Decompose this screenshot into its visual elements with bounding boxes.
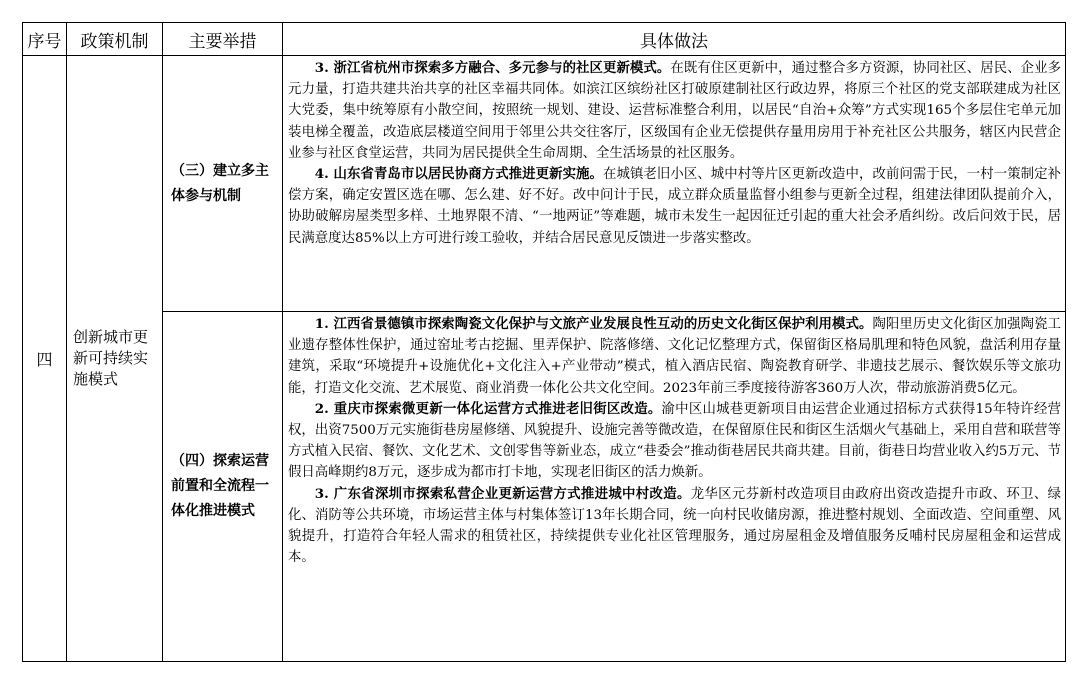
detail-cell [283,56,1066,312]
table-header-row [23,23,1066,56]
detail-text: 在既有住区更新中，通过整合多方资源，协同社区、居民、企业多元力量，打造共建共治共享的社区幸福共同体。如滨江区缤纷社区打破原建制社区行政边界，将原三个社区的党支部联建成为社区大党委，集中统筹原有小散空间，按照统一规划、建设、运营标准整合利用，以居民“自治+众筹”方式实现165个多层住宅单元加装电梯全覆盖，改造底层楼道空间用于邻里公共交往客厅，区级国有企业无偿提供存量用房用于补充社区公共服务，辖区内民营企业参与社区食堂运营，共同为居民提供全生命周期、全生活场景的社区服务。 [288,61,1062,161]
header-details: 具体做法 [283,23,1066,56]
detail-lead: 1. 江西省景德镇市探索陶瓷文化保护与文旅产业发展良性互动的历史文化街区保护利用模式。 [314,316,873,332]
detail-paragraph [288,164,1061,249]
detail-text: 在城镇老旧小区、城中村等片区更新改造中，改前问需于民，一村一策制定补偿方案，确定安置区选在哪、怎么建、好不好。改中问计于民，成立群众质量监督小组参与更新全过程，组建法律团队提前介入，协助破解房屋类型多样、土地界限不清、“一地两证”等难题，城市未发生一起因征迁引起的重大社会矛盾纠纷。改后问效于民，居民满意度达85%以上方可进行竣工验收，并结合居民意见反馈进一步落实整改。 [288,167,1062,246]
detail-lead: 4. 山东省青岛市以居民协商方式推进更新实施。 [314,166,603,183]
table-row [23,312,1066,662]
detail-text: 龙华区元芬新村改造项目由政府出资改造提升市政、环卫、绿化、消防等公共环境，市场运营主体与村集体签订13年长期合同，统一向村民收储房源，推进整村规划、全面改造、空间重塑、风貌提升，打造符合年轻人需求的租赁社区，持续提供专业化社区管理服务，通过房屋租金及增值服务反哺村民房屋租金和运营成本。 [288,486,1062,566]
header-mechanism: 政策机制 [67,23,163,56]
header-measures: 主要举措 [163,23,283,56]
policy-table [22,22,1066,662]
detail-lead: 3. 浙江省杭州市探索多方融合、多元参与的社区更新模式。 [314,60,671,76]
detail-text: 陶阳里历史文化街区加强陶瓷工业遗存整体性保护，通过窑址考古挖掘、里弄保护、院落修缮、文化记忆整理方式，保留街区格局肌理和特色风貌，盘活利用存量建筑，采取“环境提升+设施优化+文化注入+产业带动”模式，植入酒店民宿、陶瓷教育研学、非遗技艺展示、餐饮娱乐等文旅功能，打造文化交流、艺术展览、商业消费一体化公共文化空间。2023年前三季度接待游客360万人次，带动旅游消费5亿元。 [288,317,1061,396]
measure-cell: （三）建立多主体参与机制 [163,56,283,312]
detail-cell [283,312,1066,662]
detail-paragraph [288,314,1061,399]
detail-text: 渝中区山城巷更新项目由运营企业通过招标方式获得15年特许经营权，出资7500万元实施街巷房屋修缮、风貌提升、设施完善等微改造，在保留原住民和街区生活烟火气基础上，采用自营和联营等方式植入民宿、餐饮、文化艺术、文创零售等新业态，成立“巷委会”推动街巷居民共商共建。目前，街巷日均营业收入约5万元、节假日高峰期约8万元，逐步成为都市打卡地，实现老旧街区的活力焕新。 [288,401,1061,481]
detail-paragraph [288,484,1061,569]
detail-lead: 3. 广东省深圳市探索私营企业更新运营方式推进城中村改造。 [314,485,691,502]
measure-cell: （四）探索运营前置和全流程一体化推进模式 [163,312,283,662]
header-seq: 序号 [23,23,67,56]
detail-paragraph [288,399,1061,484]
detail-paragraph [288,58,1061,164]
row-mechanism: 创新城市更新可持续实施模式 [67,56,163,662]
table-row [23,56,1066,312]
row-seq: 四 [23,56,67,662]
detail-lead: 2. 重庆市探索微更新一体化运营方式推进老旧街区改造。 [314,400,662,417]
